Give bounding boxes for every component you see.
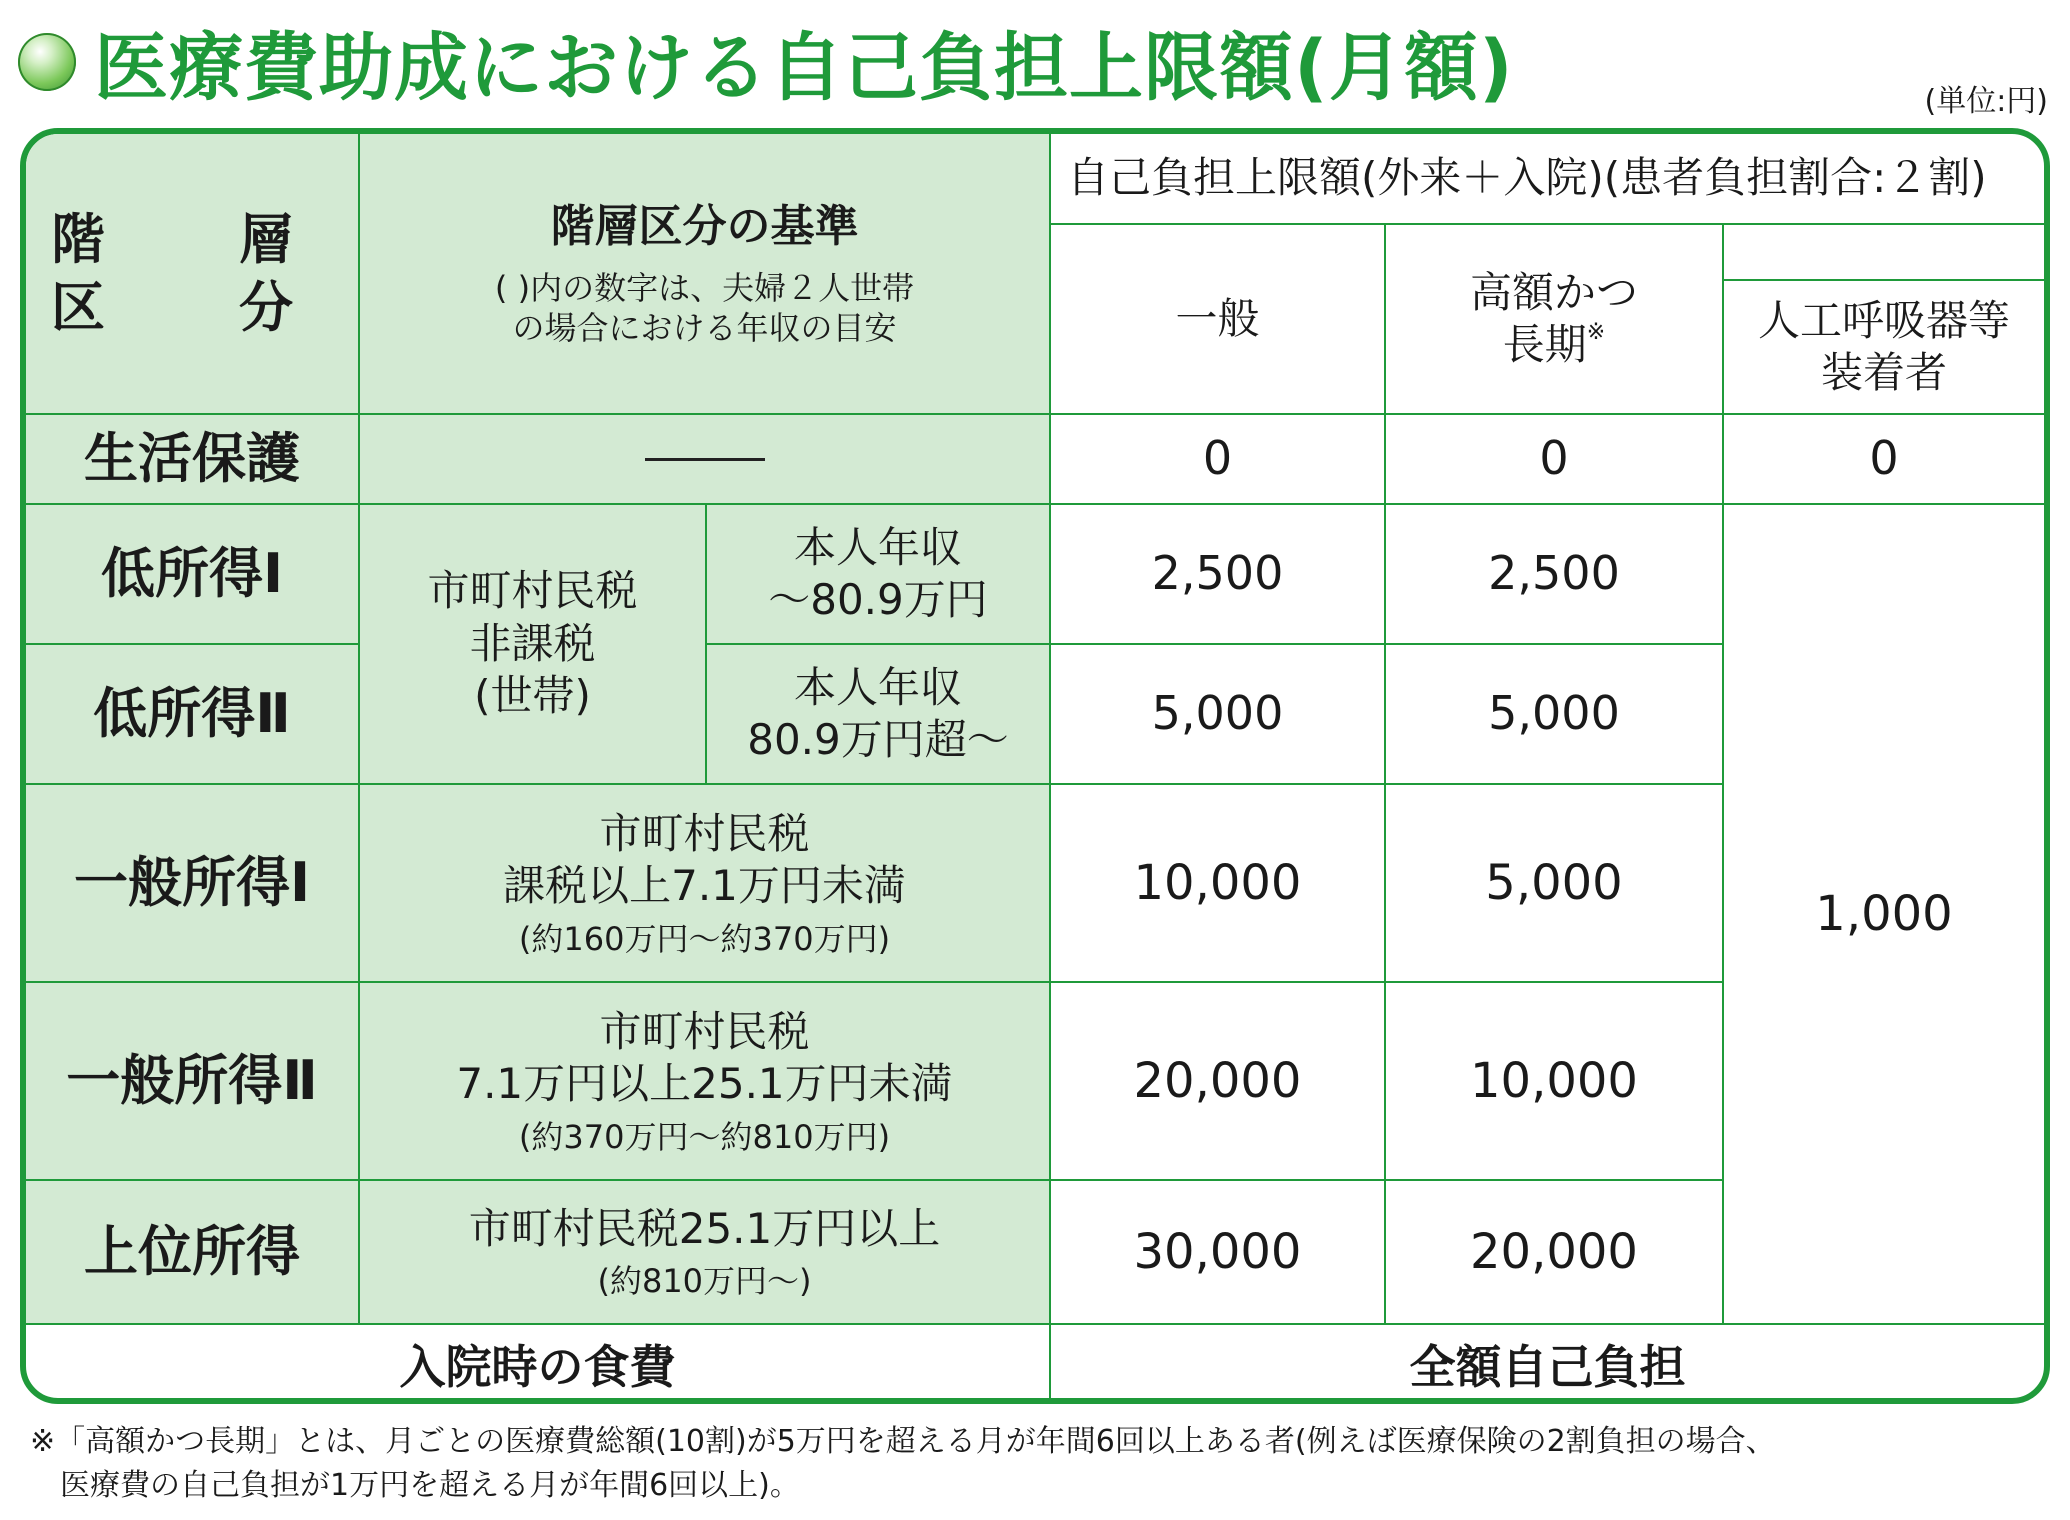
- row-label-gen1: 一般所得Ⅰ: [26, 784, 359, 982]
- criteria-welfare: [359, 414, 1050, 504]
- header-criteria: 階層区分の基準 ( )内の数字は、夫婦２人世帯 の場合における年収の目安: [359, 134, 1050, 414]
- value-low2-general: 5,000: [1050, 644, 1385, 784]
- value-upper-general: 30,000: [1050, 1180, 1385, 1324]
- row-label-welfare: 生活保護: [26, 414, 359, 504]
- header-category: 階 層 区 分: [26, 134, 359, 414]
- income-low1: 本人年収 ～80.9万円: [706, 504, 1050, 644]
- row-label-gen2: 一般所得Ⅱ: [26, 982, 359, 1180]
- criteria-gen1: 市町村民税 課税以上7.1万円未満 (約160万円～約370万円): [359, 784, 1050, 982]
- value-welfare-ventilator: 0: [1723, 414, 2044, 504]
- criteria-low-shared: 市町村民税 非課税 (世帯): [359, 504, 706, 784]
- row-label-low2: 低所得Ⅱ: [26, 644, 359, 784]
- criteria-upper: 市町村民税25.1万円以上 (約810万円～): [359, 1180, 1050, 1324]
- title-area: [18, 12, 1514, 112]
- criteria-gen2: 市町村民税 7.1万円以上25.1万円未満 (約370万円～約810万円): [359, 982, 1050, 1180]
- unit-label: (単位:円): [1924, 84, 2048, 119]
- header-high-long: 高額かつ 長期※: [1385, 224, 1723, 414]
- page-title: 医療費助成における自己負担上限額(月額): [94, 25, 1514, 111]
- value-ventilator-shared: 1,000: [1723, 504, 2044, 1324]
- dash-mark: [645, 458, 765, 461]
- value-upper-high-long: 20,000: [1385, 1180, 1723, 1324]
- header-spacer: [1723, 224, 2044, 280]
- green-circle-icon: [18, 33, 76, 91]
- value-low1-high-long: 2,500: [1385, 504, 1723, 644]
- footer-meal-value: 全額自己負担: [1050, 1324, 2044, 1404]
- header-ventilator: 人工呼吸器等 装着者: [1723, 280, 2044, 414]
- value-gen2-high-long: 10,000: [1385, 982, 1723, 1180]
- income-low2: 本人年収 80.9万円超～: [706, 644, 1050, 784]
- header-general: 一般: [1050, 224, 1385, 414]
- row-label-upper: 上位所得: [26, 1180, 359, 1324]
- value-welfare-general: 0: [1050, 414, 1385, 504]
- value-gen2-general: 20,000: [1050, 982, 1385, 1180]
- value-welfare-high-long: 0: [1385, 414, 1723, 504]
- header-limit: 自己負担上限額(外来＋入院)(患者負担割合:２割): [1050, 134, 2044, 224]
- value-gen1-high-long: 5,000: [1385, 784, 1723, 982]
- value-low2-high-long: 5,000: [1385, 644, 1723, 784]
- value-gen1-general: 10,000: [1050, 784, 1385, 982]
- row-label-low1: 低所得Ⅰ: [26, 504, 359, 644]
- cost-limit-table: [20, 128, 2050, 1404]
- footnote: ※「高額かつ長期」とは、月ごとの医療費総額(10割)が5万円を超える月が年間6回以上ある者(例えば医療保険の2割負担の場合、 医療費の自己負担が1万円を超える月が年間6回以上)。: [30, 1424, 1776, 1503]
- footer-meal-label: 入院時の食費: [26, 1324, 1050, 1404]
- value-low1-general: 2,500: [1050, 504, 1385, 644]
